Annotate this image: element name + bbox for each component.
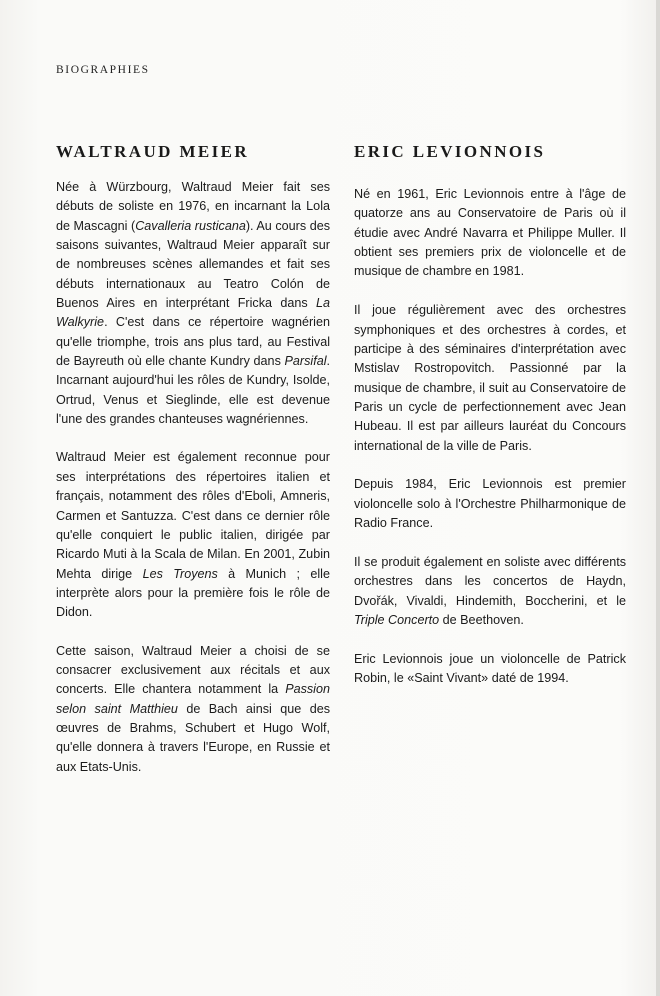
paragraph-text: Eric Levionnois joue un violoncelle de Patrick Robin, le «Saint Vivant» daté de 1994.: [354, 651, 626, 686]
italic-title-text: Cavalleria rusticana: [135, 218, 246, 233]
paragraph-text: Cette saison, Waltraud Meier a choisi de se consacrer exclusivement aux récitals et aux concerts. Elle chantera notamment la: [56, 643, 330, 697]
bio-paragraph: [354, 185, 626, 282]
bio-paragraph: [354, 475, 626, 533]
paragraph-text: Il se produit également en soliste avec différents orchestres dans les concertos de Haydn, Dvořák, Vivaldi, Hindemith, Boccherini, et le: [354, 555, 626, 608]
paragraph-text: de Beethoven.: [439, 613, 524, 628]
italic-title-text: Parsifal: [284, 354, 327, 369]
paragraph-text: Il joue régulièrement avec des orchestres symphoniques et des orchestres à cordes, et participe à des séminaires d'interprétation avec Mstislav Rostropovitch. Passionné par la musique de chambre, il suit au Conservatoire de Paris un cycle de perfectionnement avec Jean Hubeau. Il est par ailleurs lauréat du Concours international de la ville de Paris.: [354, 303, 626, 453]
italic-title-text: Les Troyens: [142, 566, 218, 581]
bio-paragraph: [354, 301, 626, 456]
paragraph-text: . C'est dans ce répertoire wagnérien qu'elle triomphe, trois ans plus tard, au Festival de Bayreuth où elle chante Kundry dans: [56, 315, 330, 369]
bio-paragraph: [56, 448, 330, 622]
italic-title-text: Passion selon saint Matthieu: [56, 682, 330, 716]
paragraph-text: Née à Würzbourg, Waltraud Meier fait ses débuts de soliste en 1976, en incarnant la Lola de Mascagni (: [56, 180, 330, 233]
artist-name-levionnois: ERIC LEVIONNOIS: [354, 142, 546, 161]
paragraph-text: . Incarnant aujourd'hui les rôles de Kundry, Isolde, Ortrud, Venus et Sieglinde, elle est devenue l'une des grandes chanteuses wagnériennes.: [56, 354, 330, 427]
artist-name-meier: WALTRAUD MEIER: [56, 142, 250, 161]
paragraph-text: de Bach ainsi que des œuvres de Brahms, Schubert et Hugo Wolf, qu'elle donnera à travers l'Europe, en Russie et aux Etats-Unis.: [56, 701, 330, 774]
paragraph-text: Depuis 1984, Eric Levionnois est premier violoncelle solo à l'Orchestre Philharmonique de Radio France.: [354, 477, 626, 531]
paragraph-text: à Munich ; elle interprète alors pour la première fois le rôle de Didon.: [56, 566, 330, 620]
biography-column-meier: [56, 142, 330, 796]
paragraph-text: ). Au cours des saisons suivantes, Waltraud Meier apparaît sur de nombreuses scènes allemandes et fait ses débuts internationaux au Teatro Colón de Buenos Aires en interprétant Fricka dans: [56, 218, 330, 311]
bio-paragraph: [56, 642, 330, 777]
italic-title-text: La Walkyrie: [56, 296, 330, 330]
bio-paragraph: [354, 553, 626, 630]
italic-title-text: Triple Concerto: [354, 613, 440, 628]
page-edge: [656, 0, 660, 996]
bio-paragraph: [56, 178, 330, 429]
bio-paragraph: [354, 650, 626, 689]
paragraph-text: Né en 1961, Eric Levionnois entre à l'âge de quatorze ans au Conservatoire de Paris où il étudie avec André Navarra et Philippe Muller. Il obtient ses premiers prix de violoncelle et de musique de chambre en 1981.: [354, 187, 626, 279]
section-label: BIOGRAPHIES: [56, 64, 150, 76]
paragraph-text: Waltraud Meier est également reconnue pour ses interprétations des répertoires italien et français, notamment des rôles d'Eboli, Amneris, Carmen et Santuzza. C'est dans ce dernier rôle qu'elle conquiert le public italien, dirigée par Ricardo Muti à la Scala de Milan. En 2001, Zubin Mehta dirige: [56, 450, 330, 581]
biography-column-levionnois: [354, 142, 626, 708]
